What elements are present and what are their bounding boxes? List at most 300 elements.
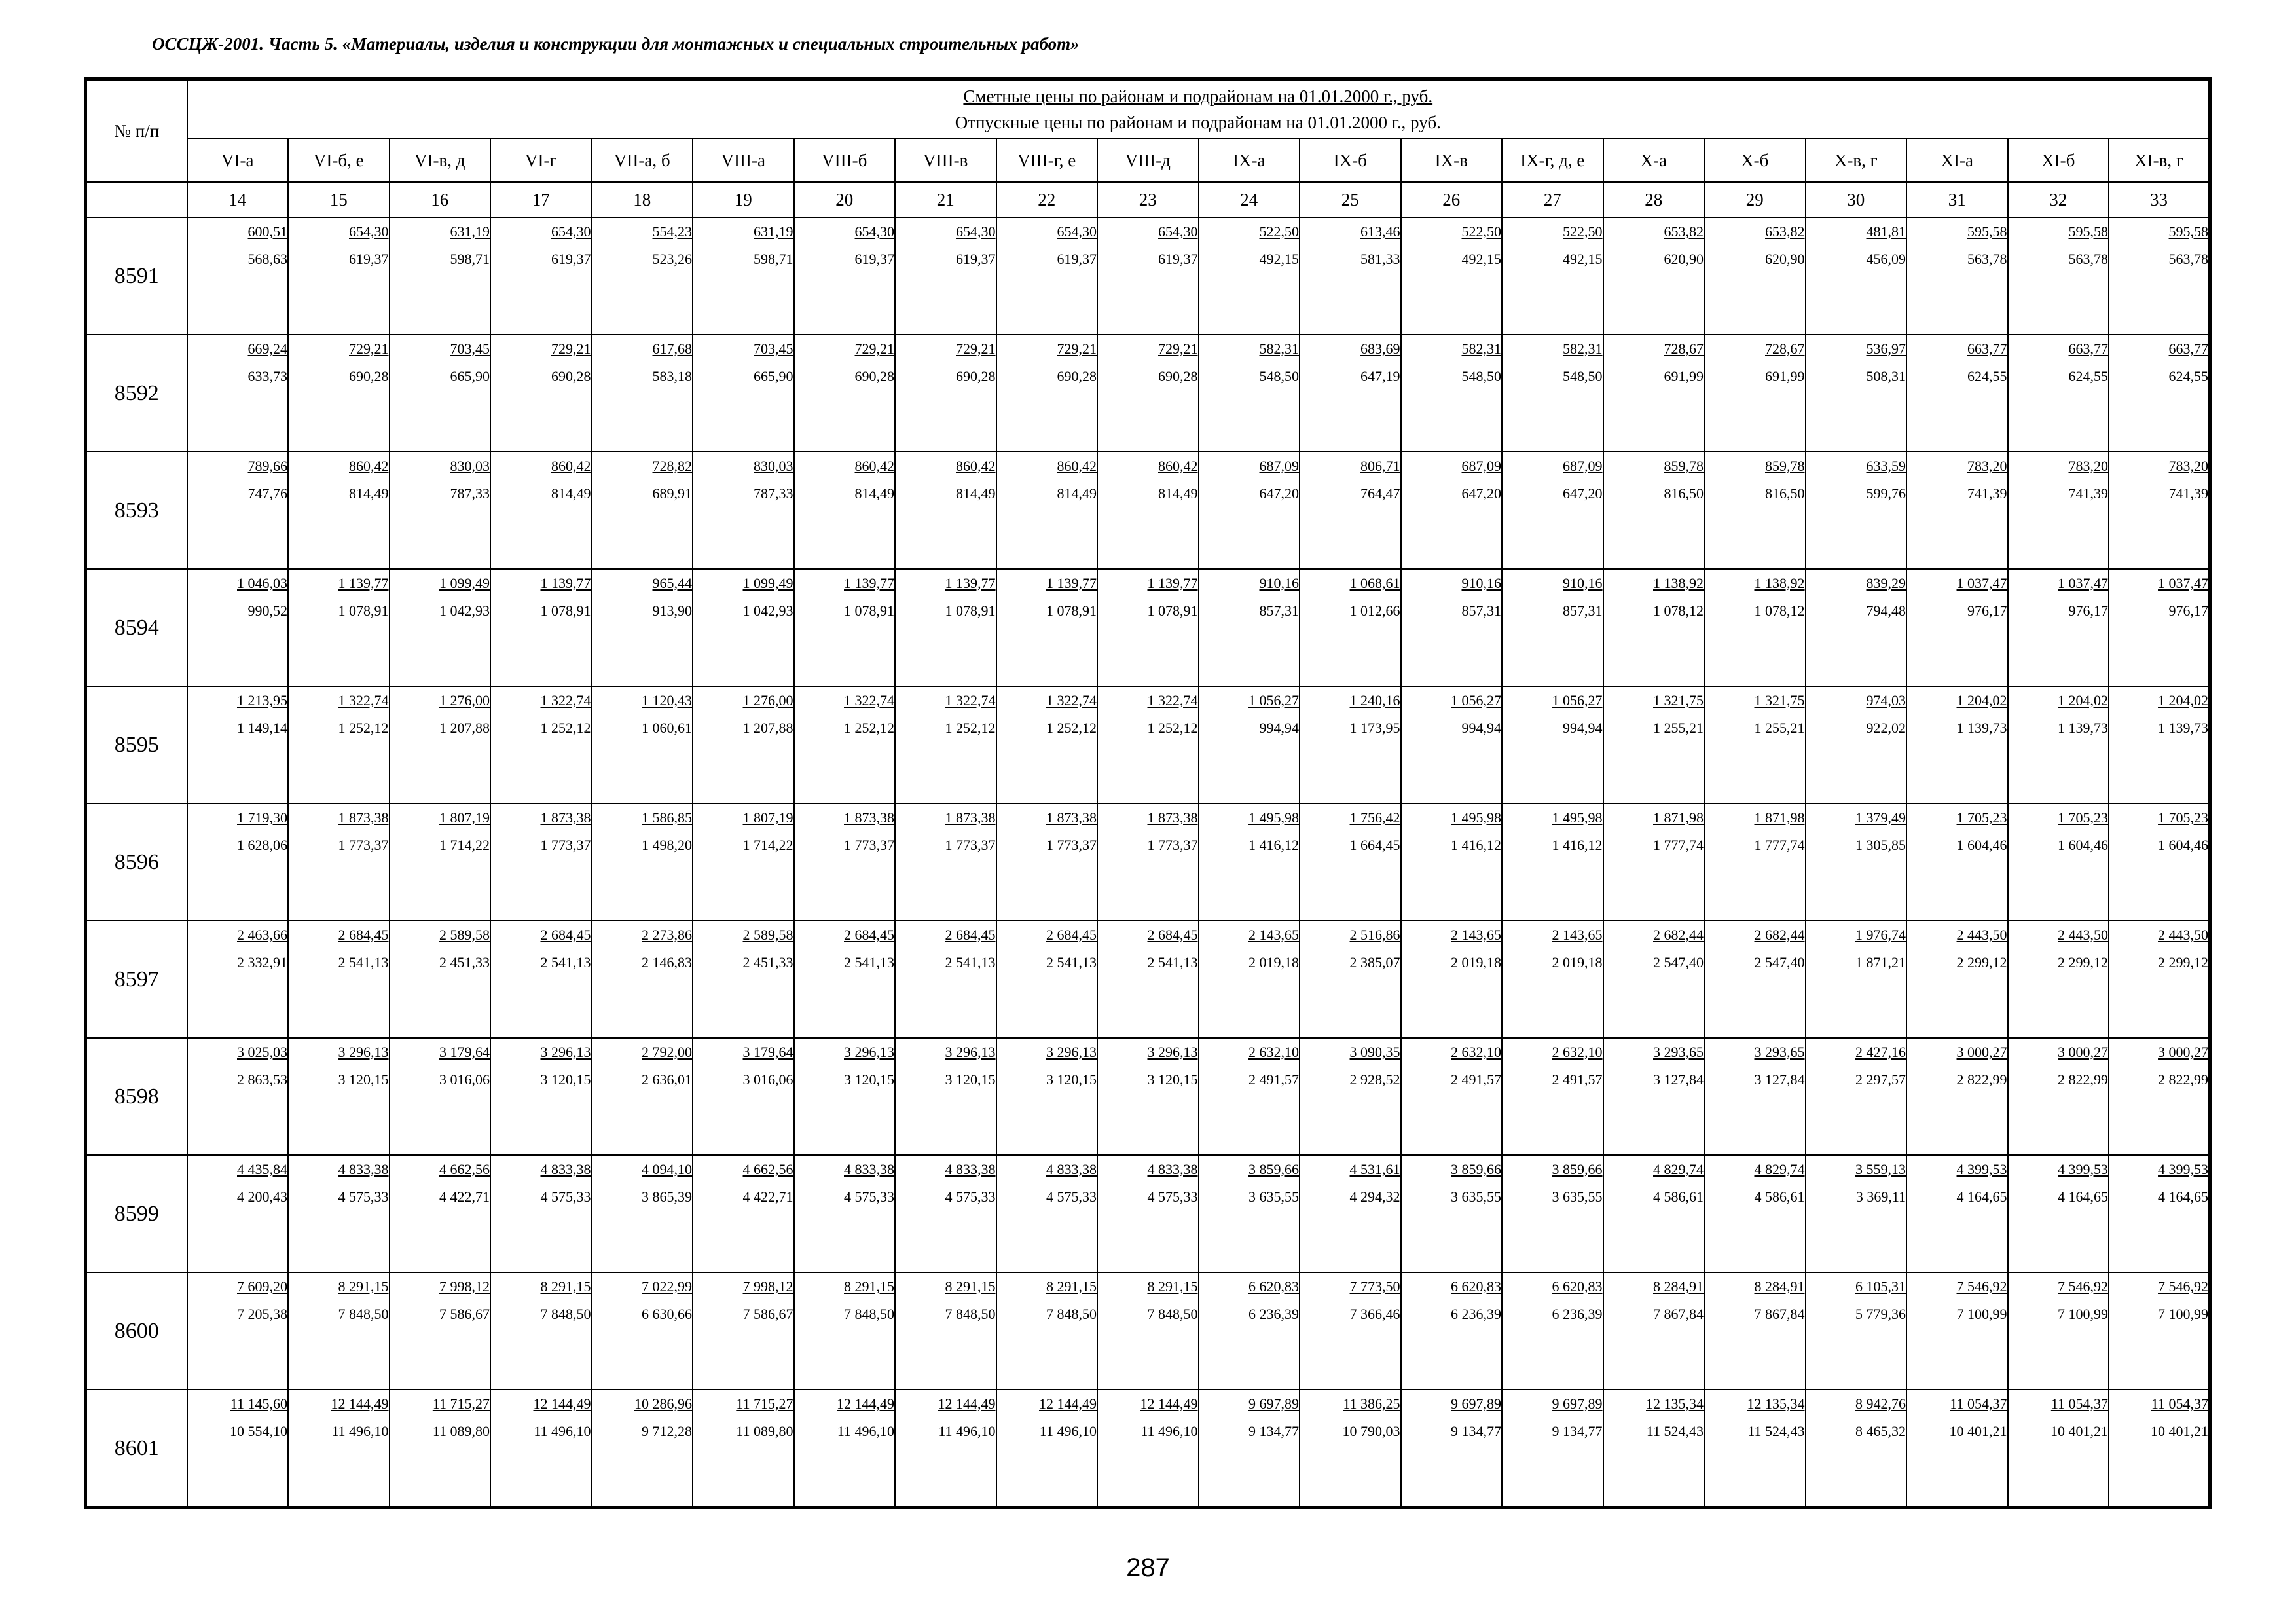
price-cell (1704, 1155, 1806, 1272)
price-cell (288, 803, 390, 921)
estimated-price: 4 662,56 (439, 1161, 490, 1177)
price-cell (187, 803, 289, 921)
estimated-price: 789,66 (247, 458, 287, 474)
release-price: 5 779,36 (1855, 1306, 1906, 1322)
release-price: 1 773,37 (945, 837, 996, 853)
release-price: 624,55 (1967, 368, 2007, 384)
price-cell (2109, 335, 2210, 452)
release-price: 1 604,46 (2158, 837, 2209, 853)
release-price: 3 635,55 (1451, 1189, 1501, 1205)
release-price: 741,39 (2168, 485, 2209, 502)
release-price: 7 867,84 (1653, 1306, 1704, 1322)
price-cell (996, 217, 1098, 335)
estimated-price: 859,78 (1664, 458, 1704, 474)
release-price: 3 120,15 (1147, 1071, 1198, 1088)
price-cell (1199, 921, 1300, 1038)
release-price: 9 134,77 (1451, 1423, 1501, 1439)
estimated-price: 522,50 (1259, 223, 1299, 240)
price-cell (1906, 1155, 2008, 1272)
price-cell (1906, 803, 2008, 921)
release-price: 787,33 (754, 485, 793, 502)
estimated-price: 1 139,77 (338, 575, 389, 591)
estimated-price: 1 807,19 (439, 809, 490, 826)
price-cell (895, 921, 996, 1038)
release-price: 8 465,32 (1855, 1423, 1906, 1439)
price-cell (490, 1038, 592, 1155)
release-price: 3 120,15 (540, 1071, 591, 1088)
estimated-price: 729,21 (1057, 341, 1097, 357)
price-cell (693, 921, 794, 1038)
price-cell (794, 335, 896, 452)
estimated-price: 3 293,65 (1754, 1044, 1805, 1060)
release-price: 814,49 (854, 485, 894, 502)
column-number: 25 (1300, 182, 1401, 217)
release-price: 492,15 (1259, 251, 1299, 267)
estimated-price: 1 705,23 (2058, 809, 2108, 826)
release-price: 599,76 (1866, 485, 1906, 502)
release-price: 3 016,06 (439, 1071, 490, 1088)
price-cell (490, 803, 592, 921)
price-cell (895, 1038, 996, 1155)
price-cell (693, 1390, 794, 1508)
release-price: 2 299,12 (2158, 954, 2209, 970)
release-price: 2 299,12 (2058, 954, 2108, 970)
price-cell (1401, 686, 1503, 803)
price-cell (1502, 803, 1603, 921)
price-cell (1603, 217, 1705, 335)
estimated-price: 7 546,92 (1956, 1278, 2007, 1295)
release-price: 3 120,15 (1046, 1071, 1097, 1088)
release-price: 6 630,66 (642, 1306, 692, 1322)
price-cell (1199, 803, 1300, 921)
estimated-price: 582,31 (1259, 341, 1299, 357)
row-number: 8599 (86, 1155, 187, 1272)
release-price: 2 332,91 (237, 954, 287, 970)
column-number: 28 (1603, 182, 1705, 217)
estimated-price: 4 833,38 (338, 1161, 389, 1177)
release-price: 2 541,13 (945, 954, 996, 970)
release-price: 2 385,07 (1349, 954, 1400, 970)
release-price: 4 586,61 (1653, 1189, 1704, 1205)
price-cell (187, 452, 289, 569)
release-price: 548,50 (1259, 368, 1299, 384)
estimated-price: 1 139,77 (945, 575, 996, 591)
release-price: 4 294,32 (1349, 1189, 1400, 1205)
release-price: 7 100,99 (2158, 1306, 2209, 1322)
price-cell (1704, 921, 1806, 1038)
price-cell (996, 803, 1098, 921)
release-price: 11 089,80 (432, 1423, 490, 1439)
estimated-price: 654,30 (956, 223, 996, 240)
estimated-price: 1 322,74 (1147, 692, 1198, 709)
release-price: 563,78 (2068, 251, 2108, 267)
estimated-price: 1 321,75 (1653, 692, 1704, 709)
estimated-price: 2 463,66 (237, 927, 287, 943)
price-cell (1806, 1390, 1907, 1508)
price-cell (2109, 1155, 2210, 1272)
estimated-price: 683,69 (1360, 341, 1400, 357)
release-price: 741,39 (1967, 485, 2007, 502)
release-price: 619,37 (349, 251, 389, 267)
region-header-row (86, 139, 2210, 182)
region-header: VI-а (187, 139, 289, 182)
price-cell (288, 921, 390, 1038)
price-cell (1502, 686, 1603, 803)
estimated-price: 12 144,49 (533, 1395, 591, 1412)
release-price: 691,99 (1765, 368, 1805, 384)
release-price: 1 773,37 (1147, 837, 1198, 853)
price-cell (1199, 335, 1300, 452)
price-cell (390, 1155, 491, 1272)
release-price: 10 401,21 (2151, 1423, 2209, 1439)
release-price: 1 255,21 (1754, 720, 1805, 736)
release-price: 7 100,99 (1956, 1306, 2007, 1322)
price-cell (288, 686, 390, 803)
price-cell (2109, 921, 2210, 1038)
release-price: 9 134,77 (1248, 1423, 1299, 1439)
release-price: 7 848,50 (540, 1306, 591, 1322)
row-number: 8598 (86, 1038, 187, 1155)
region-header: VI-б, е (288, 139, 390, 182)
release-price: 10 790,03 (1342, 1423, 1400, 1439)
price-cell (1906, 686, 2008, 803)
estimated-price: 1 037,47 (2058, 575, 2108, 591)
release-price: 741,39 (2068, 485, 2108, 502)
price-cell (1097, 803, 1199, 921)
estimated-price: 1 322,74 (338, 692, 389, 709)
price-cell (1906, 217, 2008, 335)
estimated-price: 1 139,77 (844, 575, 894, 591)
price-cell (592, 569, 693, 686)
release-price: 11 496,10 (837, 1423, 894, 1439)
price-cell (1199, 1038, 1300, 1155)
price-cell (1806, 335, 1907, 452)
estimated-price: 2 143,65 (1552, 927, 1603, 943)
estimated-price: 1 139,77 (1147, 575, 1198, 591)
row-number: 8596 (86, 803, 187, 921)
price-cell (1906, 452, 2008, 569)
price-cell (1401, 569, 1503, 686)
release-price: 2 299,12 (1956, 954, 2007, 970)
release-price: 4 164,65 (2158, 1189, 2209, 1205)
release-price: 2 451,33 (439, 954, 490, 970)
price-cell (592, 921, 693, 1038)
release-price: 2 019,18 (1248, 954, 1299, 970)
estimated-price: 6 620,83 (1451, 1278, 1501, 1295)
release-price: 1 714,22 (439, 837, 490, 853)
estimated-price: 2 443,50 (2158, 927, 2209, 943)
estimated-price: 703,45 (754, 341, 793, 357)
price-cell (693, 217, 794, 335)
price-cell (1097, 1390, 1199, 1508)
price-cell (996, 921, 1098, 1038)
release-price: 583,18 (652, 368, 692, 384)
estimated-price: 4 833,38 (1046, 1161, 1097, 1177)
price-cell (693, 1272, 794, 1390)
column-number: 18 (592, 182, 693, 217)
price-cell (2109, 1390, 2210, 1508)
estimated-price: 2 589,58 (742, 927, 793, 943)
estimated-price: 910,16 (1563, 575, 1603, 591)
estimated-price: 8 284,91 (1653, 1278, 1704, 1295)
estimated-price: 654,30 (854, 223, 894, 240)
estimated-price: 2 684,45 (1147, 927, 1198, 943)
release-price: 3 120,15 (338, 1071, 389, 1088)
row-number-header: № п/п (86, 79, 187, 183)
release-price: 1 078,91 (844, 602, 894, 619)
estimated-price: 729,21 (551, 341, 591, 357)
estimated-price: 910,16 (1461, 575, 1501, 591)
release-price: 2 541,13 (1046, 954, 1097, 970)
release-price: 619,37 (956, 251, 996, 267)
price-cell (1300, 921, 1401, 1038)
estimated-price: 2 682,44 (1754, 927, 1805, 943)
price-cell (794, 803, 896, 921)
release-price: 4 200,43 (237, 1189, 287, 1205)
estimated-price: 6 620,83 (1552, 1278, 1603, 1295)
release-price: 913,90 (652, 602, 692, 619)
release-price: 1 078,91 (540, 602, 591, 619)
price-cell (187, 217, 289, 335)
estimated-price: 4 829,74 (1653, 1161, 1704, 1177)
estimated-price: 3 296,13 (1046, 1044, 1097, 1060)
estimated-price: 7 022,99 (642, 1278, 692, 1295)
column-number: 17 (490, 182, 592, 217)
price-cell (1704, 1390, 1806, 1508)
price-cell (288, 1155, 390, 1272)
estimated-price: 2 516,86 (1349, 927, 1400, 943)
release-price: 1 604,46 (1956, 837, 2007, 853)
estimated-price: 1 276,00 (439, 692, 490, 709)
release-price: 691,99 (1664, 368, 1704, 384)
release-price: 7 205,38 (237, 1306, 287, 1322)
release-price: 1 604,46 (2058, 837, 2108, 853)
price-cell (1199, 569, 1300, 686)
price-cell (592, 1038, 693, 1155)
region-header: VI-г (490, 139, 592, 182)
release-price: 4 575,33 (1147, 1189, 1198, 1205)
price-cell (390, 803, 491, 921)
estimated-price: 9 697,89 (1451, 1395, 1501, 1412)
estimated-price: 687,09 (1461, 458, 1501, 474)
column-number: 26 (1401, 182, 1503, 217)
price-cell (490, 1155, 592, 1272)
estimated-price: 2 632,10 (1552, 1044, 1603, 1060)
price-cell (1097, 1272, 1199, 1390)
price-cell (1704, 1272, 1806, 1390)
release-price: 2 928,52 (1349, 1071, 1400, 1088)
price-cell (390, 921, 491, 1038)
price-cell (1097, 1038, 1199, 1155)
release-price: 3 120,15 (844, 1071, 894, 1088)
release-price: 11 496,10 (1140, 1423, 1198, 1439)
column-number: 15 (288, 182, 390, 217)
price-cell (1097, 217, 1199, 335)
price-cell (1704, 335, 1806, 452)
release-price: 665,90 (450, 368, 490, 384)
estimated-price: 860,42 (1158, 458, 1198, 474)
estimated-price: 2 143,65 (1451, 927, 1501, 943)
release-price: 11 089,80 (736, 1423, 793, 1439)
release-price: 548,50 (1461, 368, 1501, 384)
estimated-price: 663,77 (2068, 341, 2108, 357)
row-number: 8597 (86, 921, 187, 1038)
release-price: 1 012,66 (1349, 602, 1400, 619)
price-cell (490, 1272, 592, 1390)
release-price: 1 498,20 (642, 837, 692, 853)
estimated-price: 783,20 (2168, 458, 2209, 474)
release-price: 3 635,55 (1248, 1189, 1299, 1205)
estimated-price: 1 322,74 (945, 692, 996, 709)
price-cell (390, 1390, 491, 1508)
release-price: 857,31 (1461, 602, 1501, 619)
price-cell (1401, 921, 1503, 1038)
estimated-price: 1 495,98 (1248, 809, 1299, 826)
estimated-price: 11 054,37 (2151, 1395, 2209, 1412)
release-price: 508,31 (1866, 368, 1906, 384)
estimated-price: 1 871,98 (1754, 809, 1805, 826)
price-cell (1300, 217, 1401, 335)
price-cell (1401, 1390, 1503, 1508)
price-cell (390, 335, 491, 452)
release-price: 647,19 (1360, 368, 1400, 384)
release-price: 1 207,88 (742, 720, 793, 736)
row-number: 8594 (86, 569, 187, 686)
estimated-price: 582,31 (1461, 341, 1501, 357)
estimated-price: 9 697,89 (1248, 1395, 1299, 1412)
release-price: 814,49 (956, 485, 996, 502)
estimated-price: 1 139,77 (540, 575, 591, 591)
estimated-price: 4 399,53 (1956, 1161, 2007, 1177)
estimated-price: 1 204,02 (2158, 692, 2209, 709)
estimated-price: 4 829,74 (1754, 1161, 1805, 1177)
price-cell (2109, 1038, 2210, 1155)
price-cell (1603, 1390, 1705, 1508)
price-cell (288, 1272, 390, 1390)
price-cell (490, 569, 592, 686)
price-cell (1401, 452, 1503, 569)
release-price: 2 822,99 (2158, 1071, 2209, 1088)
estimated-price: 654,30 (551, 223, 591, 240)
price-cell (794, 1272, 896, 1390)
release-price: 11 524,43 (1747, 1423, 1805, 1439)
row-number: 8591 (86, 217, 187, 335)
release-price: 922,02 (1866, 720, 1906, 736)
estimated-price: 654,30 (1158, 223, 1198, 240)
price-cell (1806, 686, 1907, 803)
estimated-price: 522,50 (1563, 223, 1603, 240)
row-number: 8600 (86, 1272, 187, 1390)
estimated-price: 11 386,25 (1343, 1395, 1400, 1412)
price-cell (996, 1272, 1098, 1390)
column-number: 27 (1502, 182, 1603, 217)
estimated-price: 1 204,02 (2058, 692, 2108, 709)
release-price: 816,50 (1765, 485, 1805, 502)
price-cell (288, 1038, 390, 1155)
release-price: 994,94 (1461, 720, 1501, 736)
estimated-price: 522,50 (1461, 223, 1501, 240)
price-cell (1806, 921, 1907, 1038)
region-header: VIII-д (1097, 139, 1199, 182)
estimated-price: 582,31 (1563, 341, 1603, 357)
price-cell (794, 1155, 896, 1272)
estimated-price: 2 443,50 (1956, 927, 2007, 943)
price-cell (490, 686, 592, 803)
release-price: 7 366,46 (1349, 1306, 1400, 1322)
estimated-price: 8 291,15 (844, 1278, 894, 1295)
release-price: 4 575,33 (338, 1189, 389, 1205)
price-cell (592, 452, 693, 569)
estimated-price: 536,97 (1866, 341, 1906, 357)
price-cell (1806, 569, 1907, 686)
estimated-price: 3 293,65 (1653, 1044, 1704, 1060)
release-price: 1 078,91 (338, 602, 389, 619)
release-price: 1 714,22 (742, 837, 793, 853)
estimated-price: 12 144,49 (1140, 1395, 1198, 1412)
estimated-price: 2 684,45 (540, 927, 591, 943)
estimated-price: 633,59 (1866, 458, 1906, 474)
price-cell (1906, 921, 2008, 1038)
price-cell (2109, 452, 2210, 569)
estimated-price: 2 682,44 (1653, 927, 1704, 943)
release-price: 1 773,37 (338, 837, 389, 853)
price-cell (2008, 1272, 2109, 1390)
release-price: 633,73 (247, 368, 287, 384)
price-cell (1704, 1038, 1806, 1155)
release-price: 994,94 (1563, 720, 1603, 736)
release-price: 10 554,10 (230, 1423, 287, 1439)
table-row (86, 1155, 2210, 1272)
release-price: 976,17 (2068, 602, 2108, 619)
estimated-price: 8 291,15 (338, 1278, 389, 1295)
price-cell (187, 1155, 289, 1272)
estimated-price: 1 213,95 (237, 692, 287, 709)
release-price: 1 773,37 (540, 837, 591, 853)
price-cell (1704, 569, 1806, 686)
release-price: 581,33 (1360, 251, 1400, 267)
release-price: 1 139,73 (2058, 720, 2108, 736)
release-price: 1 777,74 (1653, 837, 1704, 853)
price-cell (895, 217, 996, 335)
estimated-price: 1 046,03 (237, 575, 287, 591)
price-cell (1300, 335, 1401, 452)
release-price: 7 848,50 (844, 1306, 894, 1322)
price-cell (2008, 335, 2109, 452)
region-header: VIII-в (895, 139, 996, 182)
release-price: 4 575,33 (1046, 1189, 1097, 1205)
price-cell (1603, 686, 1705, 803)
price-cell (693, 1038, 794, 1155)
price-cell (1906, 1272, 2008, 1390)
price-cell (1199, 452, 1300, 569)
release-price: 1 042,93 (439, 602, 490, 619)
release-price: 1 871,21 (1855, 954, 1906, 970)
price-cell (2109, 569, 2210, 686)
estimated-price: 669,24 (247, 341, 287, 357)
estimated-price: 729,21 (1158, 341, 1198, 357)
price-cell (1097, 1155, 1199, 1272)
release-price: 814,49 (349, 485, 389, 502)
price-cell (1704, 452, 1806, 569)
release-price: 994,94 (1259, 720, 1299, 736)
table-row (86, 921, 2210, 1038)
price-cell (794, 217, 896, 335)
price-cell (1502, 217, 1603, 335)
price-cell (490, 335, 592, 452)
estimated-price: 974,03 (1866, 692, 1906, 709)
estimated-price: 1 056,27 (1552, 692, 1603, 709)
price-cell (794, 1390, 896, 1508)
